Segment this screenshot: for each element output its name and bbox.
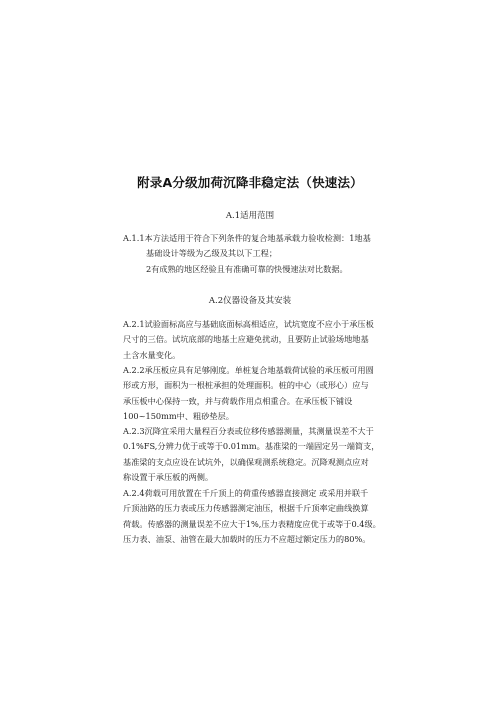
text-line: A.2.1试验面标高应与基础底面标高相适应，试坑宽度不应小于承压板	[123, 319, 374, 329]
paragraph-a-2-2	[123, 363, 385, 424]
text-line: 0.1%FS,分辨力优于或等于0.01mm。基准梁的一端固定另一端简支，	[123, 441, 380, 452]
paragraph-a-1-1	[123, 231, 385, 277]
text-line: 称设置于承压板的两侧。	[123, 471, 214, 482]
text-line: 土含水量变化。	[123, 349, 181, 360]
document-title: 附录A分级加荷沉降非稳定法（快速法）	[137, 175, 363, 190]
paragraph-a-2-1	[123, 317, 385, 363]
text-line: 形或方形，面积为一根桩承担的处理面积。桩的中心（或形心）应与	[123, 380, 369, 391]
text-line: A.1.1本方法适用于符合下列条件的复合地基承载力验收检测：1地基	[123, 233, 371, 243]
text-line: A.2.2承压板应具有足够刚度。单桩复合地基载荷试验的承压板可用圆	[123, 365, 374, 375]
text-line: 尺寸的三倍。试坑底部的地基土应避免扰动，且要防止试验场地地基	[123, 334, 369, 345]
text-line: A.2.3沉降宜采用大量程百分表或位移传感器测量，其测量误差不大于	[123, 426, 374, 436]
text-line: 基准梁的支点应设在试坑外，以确保观测系统稳定。沉降观测点应对	[123, 456, 369, 467]
text-line: 荷载。传感器的测量误差不应大于1%,压力表精度应优于或等于0.4级。	[123, 518, 381, 529]
text-line: 基础设计等级为乙级及其以下工程；	[146, 248, 278, 259]
paragraph-a-2-4	[123, 486, 385, 547]
text-line: A.2.4荷载可用放置在千斤顶上的荷重传感器直接测定 或采用并联千	[123, 488, 369, 498]
text-line: 承压板中心保持一致，并与荷载作用点相重合。在承压板下铺设	[123, 395, 353, 406]
text-line: 100~150mm中、粗砂垫层。	[123, 410, 234, 421]
text-line: 压力表、油泵、油管在最大加载时的压力不应超过额定压力的80%。	[123, 533, 371, 544]
section-heading-a2: A.2仪器设备及其安装	[208, 296, 292, 306]
paragraph-a-2-3	[123, 424, 385, 485]
text-line: 2有成熟的地区经验且有准确可靠的快慢速法对比数据。	[146, 263, 348, 274]
text-line: 斤顶油路的压力表或压力传感器测定油压，根据千斤顶率定曲线换算	[123, 503, 369, 514]
section-heading-a1: A.1适用范围	[225, 211, 275, 221]
